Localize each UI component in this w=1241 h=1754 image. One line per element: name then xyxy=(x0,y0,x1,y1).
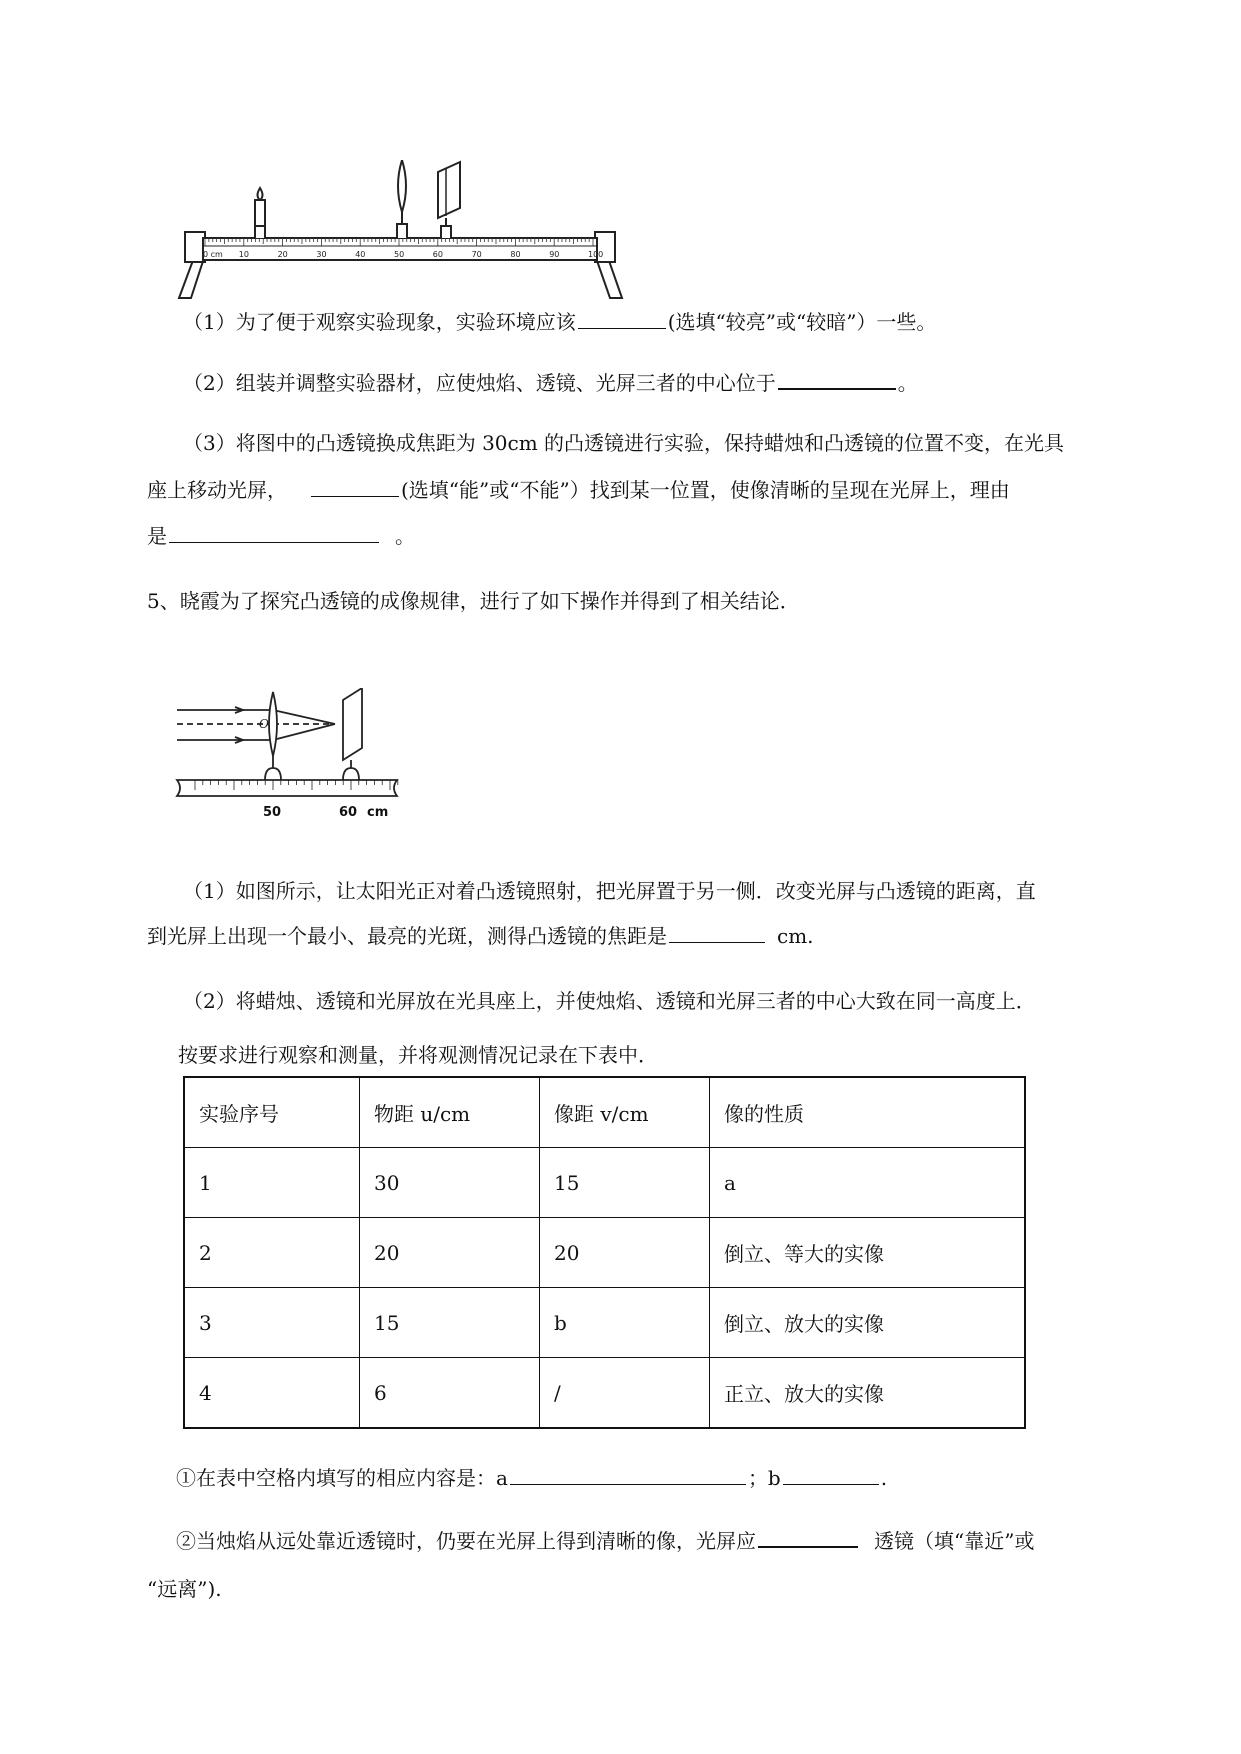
q5-subq2-text-b: 透镜（填“靠近”或 xyxy=(874,1529,1035,1553)
scale-label-50: 50 xyxy=(263,805,282,818)
q5-part3-text: 按要求进行观察和测量，并将观测情况记录在下表中． xyxy=(178,1043,658,1067)
observation-table xyxy=(183,1076,1026,1429)
q5-part1-text-a: （1）如图所示，让太阳光正对着凸透镜照射，把光屏置于另一侧．改变光屏与凸透镜的距离，直 xyxy=(183,879,1036,903)
table-cell: 6 xyxy=(360,1358,540,1429)
q5-subq1-blank-a[interactable] xyxy=(510,1462,746,1485)
ruler-label: 0 cm xyxy=(203,250,223,259)
ruler-label: 100 xyxy=(588,250,604,259)
q4-part1 xyxy=(183,306,936,337)
table-header-cell: 像的性质 xyxy=(710,1077,1026,1148)
ruler-label: 30 xyxy=(316,250,327,259)
q4-part1-text-b: (选填“较亮”或“较暗”）一些。 xyxy=(667,310,937,334)
optical-bench-figure xyxy=(175,160,635,310)
ruler-label: 60 xyxy=(432,250,443,259)
q5-part3 xyxy=(178,1040,658,1070)
table-cell: a xyxy=(710,1148,1026,1218)
table-cell: 30 xyxy=(360,1148,540,1218)
q5-subq2-line2 xyxy=(147,1574,222,1604)
lens-center-label: O xyxy=(259,717,269,731)
table-cell: 20 xyxy=(360,1218,540,1288)
q5-part1-line1 xyxy=(183,876,1036,906)
q5-subq1-text-b: ；b xyxy=(747,1466,781,1490)
q5-subq2-blank[interactable] xyxy=(758,1524,858,1548)
table-cell: 正立、放大的实像 xyxy=(710,1358,1026,1429)
q4-part2-blank[interactable] xyxy=(778,366,896,390)
table-cell: 4 xyxy=(184,1358,360,1429)
q4-part3-text-a: （3）将图中的凸透镜换成焦距为 30cm 的凸透镜进行实验，保持蜡烛和凸透镜的位置不变，在光具 xyxy=(183,431,1065,455)
q4-part3-text-d: 是 xyxy=(147,524,167,548)
q5-part2 xyxy=(183,986,1036,1016)
q5-part1-text-c: cm. xyxy=(777,924,814,948)
table-cell: 3 xyxy=(184,1288,360,1358)
table-cell: 15 xyxy=(540,1148,710,1218)
ruler-label: 90 xyxy=(549,250,560,259)
q4-part2-text-b: 。 xyxy=(897,371,918,395)
table-cell: / xyxy=(540,1358,710,1429)
table-cell: 倒立、等大的实像 xyxy=(710,1218,1026,1288)
q5-subq1 xyxy=(176,1462,887,1493)
q5-part2-text: （2）将蜡烛、透镜和光屏放在光具座上，并使烛焰、透镜和光屏三者的中心大致在同一高度上． xyxy=(183,989,1036,1013)
q5-subq1-text-a: ①在表中空格内填写的相应内容是：a xyxy=(176,1466,508,1490)
q5-part1-blank[interactable] xyxy=(669,920,765,943)
q5-title-text: 5、晓霞为了探究凸透镜的成像规律，进行了如下操作并得到了相关结论． xyxy=(147,589,800,613)
q5-subq1-blank-b[interactable] xyxy=(783,1462,879,1485)
table-cell: 2 xyxy=(184,1218,360,1288)
focal-length-figure xyxy=(175,688,435,818)
q4-part1-blank[interactable] xyxy=(578,306,666,329)
q4-part2-text-a: （2）组装并调整实验器材，应使烛焰、透镜、光屏三者的中心位于 xyxy=(183,371,776,395)
q4-part3-text-e: 。 xyxy=(395,524,415,548)
q4-part3-blank2[interactable] xyxy=(169,520,379,543)
q4-part3-blank1[interactable] xyxy=(311,474,399,497)
q5-part1-line2 xyxy=(147,920,814,951)
q5-subq2-line1 xyxy=(176,1524,1034,1556)
table-row xyxy=(184,1218,1025,1288)
table-header-cell: 物距 u/cm xyxy=(360,1077,540,1148)
q5-part1-text-b: 到光屏上出现一个最小、最亮的光斑，测得凸透镜的焦距是 xyxy=(147,924,667,948)
ruler-label: 40 xyxy=(355,250,366,259)
table-row xyxy=(184,1148,1025,1218)
q4-part3-text-c: (选填“能”或“不能”）找到某一位置，使像清晰的呈现在光屏上，理由 xyxy=(401,478,1010,502)
ruler-label: 70 xyxy=(471,250,482,259)
q5-subq2-text-a: ②当烛焰从远处靠近透镜时，仍要在光屏上得到清晰的像，光屏应 xyxy=(176,1529,756,1553)
table-cell: 1 xyxy=(184,1148,360,1218)
q5-subq1-text-c: . xyxy=(880,1466,888,1490)
table-header-cell: 像距 v/cm xyxy=(540,1077,710,1148)
q5-title xyxy=(147,586,800,616)
ruler-label: 20 xyxy=(277,250,288,259)
table-cell: 20 xyxy=(540,1218,710,1288)
table-row xyxy=(184,1358,1025,1429)
q4-part3-text-b: 座上移动光屏， xyxy=(147,478,287,502)
table-cell: 倒立、放大的实像 xyxy=(710,1288,1026,1358)
ruler-label: 50 xyxy=(394,250,405,259)
table-row xyxy=(184,1288,1025,1358)
ruler-label: 80 xyxy=(510,250,521,259)
scale-unit-label: cm xyxy=(367,805,389,818)
q5-subq2-text-c: “远离”). xyxy=(147,1577,222,1601)
table-cell: 15 xyxy=(360,1288,540,1358)
q4-part3-line3 xyxy=(147,520,415,551)
scale-label-60: 60 xyxy=(339,805,358,818)
table-header-cell: 实验序号 xyxy=(184,1077,360,1148)
ruler-label: 10 xyxy=(238,250,249,259)
q4-part3-line2 xyxy=(147,474,1010,505)
q4-part2 xyxy=(183,366,918,398)
table-cell: b xyxy=(540,1288,710,1358)
q4-part1-text-a: （1）为了便于观察实验现象，实验环境应该 xyxy=(183,310,576,334)
table-header-row xyxy=(184,1077,1025,1148)
q4-part3-line1 xyxy=(183,428,1064,458)
